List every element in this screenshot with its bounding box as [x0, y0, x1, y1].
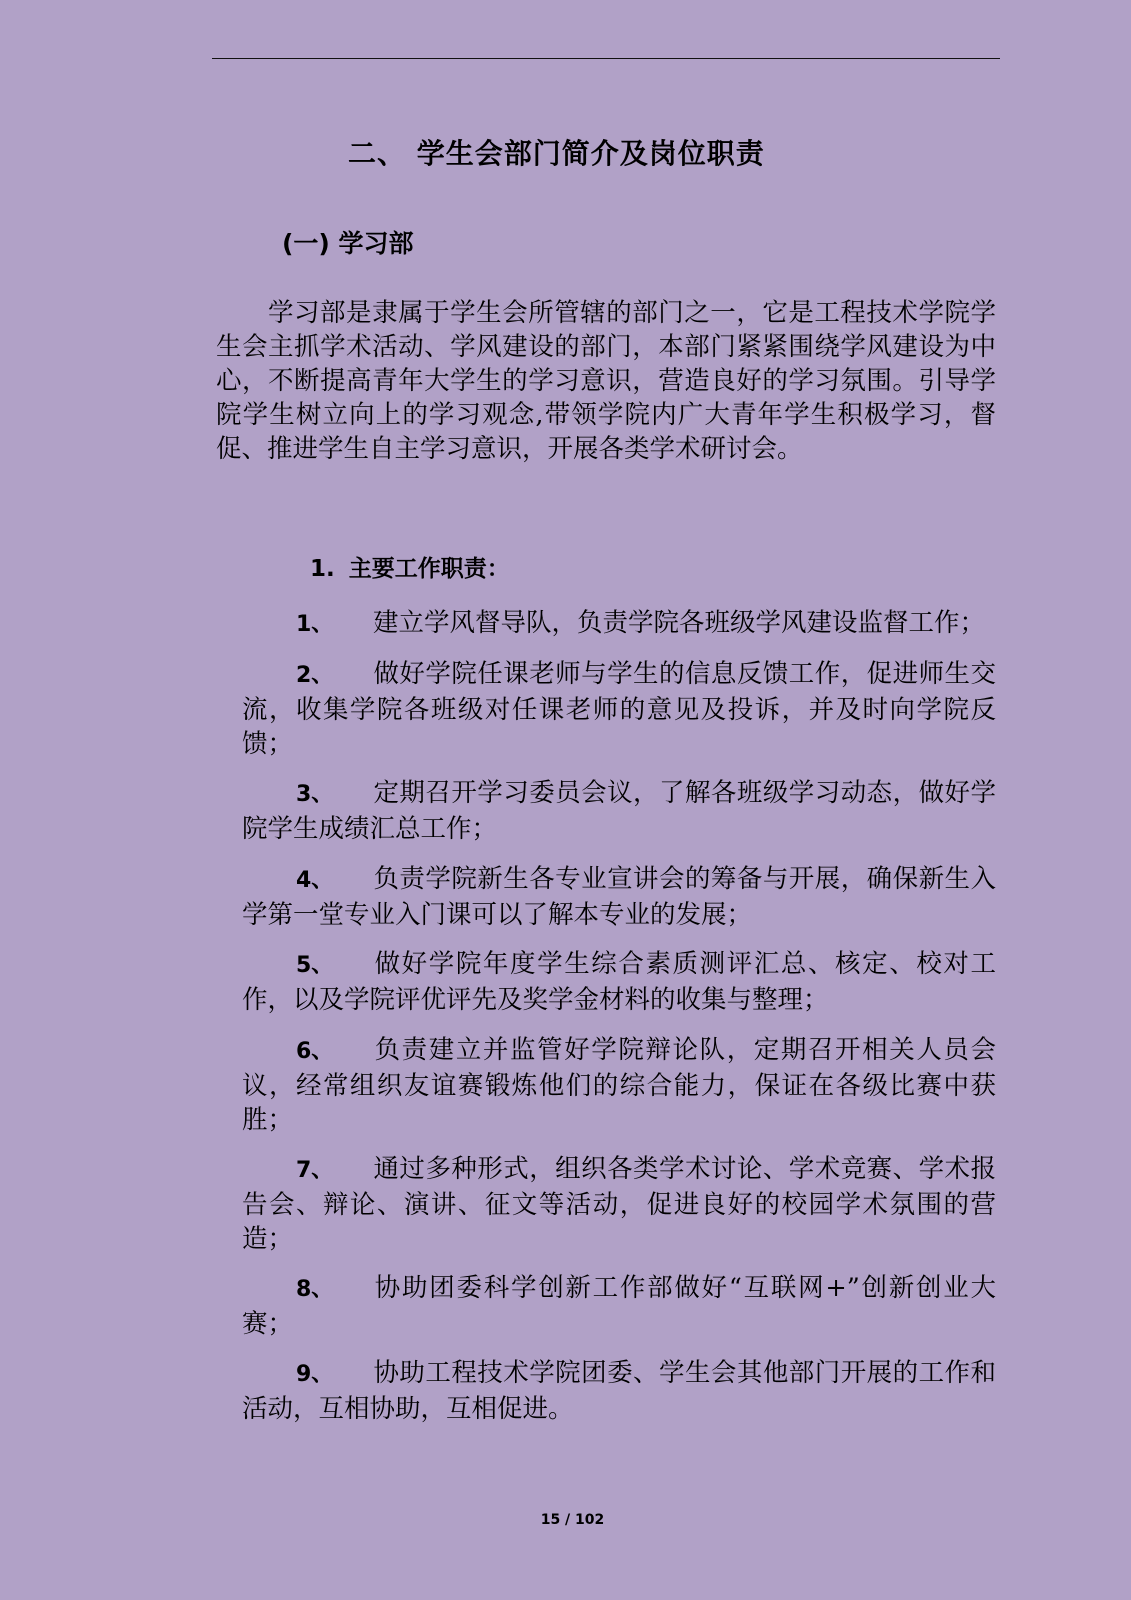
page-number-label: 15 / 102 — [540, 1512, 605, 1528]
duty-item-8 — [242, 1271, 996, 1341]
duty-item-4 — [242, 862, 996, 932]
duty-text: 负责学院新生各专业宣讲会的筹备与开展，确保新生入学第一堂专业入门课可以了解本专业的发展； — [242, 864, 996, 930]
duty-text: 协助团委科学创新工作部做好“互联网+”创新创业大赛； — [242, 1273, 996, 1339]
duty-number: 5、 — [296, 953, 334, 978]
responsibilities-heading — [310, 550, 510, 583]
duty-text: 负责建立并监管好学院辩论队，定期召开相关人员会议，经常组织友谊赛锻炼他们的综合能力，保证在各级比赛中获胜； — [242, 1035, 996, 1135]
duty-item-1 — [242, 606, 996, 642]
responsibilities-heading-number: 1. — [310, 556, 335, 582]
duty-number: 1、 — [296, 612, 334, 637]
department-intro: 学习部是隶属于学生会所管辖的部门之一，它是工程技术学院学生会主抓学术活动、学风建设的部门，本部门紧紧围绕学风建设为中心，不断提高青年大学生的学习意识，营造良好的学习氛围。引导学院学生树立向上的学习观念,带领学院内广大青年学生积极学习，督促、推进学生自主学习意识，开展各类学术研讨会。 — [216, 298, 996, 464]
duty-text: 协助工程技术学院团委、学生会其他部门开展的工作和活动，互相协助，互相促进。 — [242, 1358, 996, 1424]
section-title: 二、 学生会部门简介及岗位职责 — [348, 137, 765, 170]
duty-number: 4、 — [296, 868, 334, 893]
duty-text: 做好学院任课老师与学生的信息反馈工作，促进师生交流，收集学院各班级对任课老师的意见及投诉，并及时向学院反馈； — [242, 659, 996, 759]
duty-number: 8、 — [296, 1277, 334, 1302]
duty-text: 建立学风督导队，负责学院各班级学风建设监督工作； — [373, 608, 986, 638]
duty-item-5 — [242, 947, 996, 1017]
duty-number: 9、 — [296, 1362, 334, 1387]
duty-number: 3、 — [296, 782, 334, 807]
duty-number: 6、 — [296, 1039, 334, 1064]
duty-item-2 — [242, 657, 996, 761]
duty-item-3 — [242, 776, 996, 846]
duty-item-7 — [242, 1152, 996, 1256]
responsibilities-heading-text: 主要工作职责： — [348, 556, 510, 582]
duty-text: 通过多种形式，组织各类学术讨论、学术竞赛、学术报告会、辩论、演讲、征文等活动，促进良好的校园学术氛围的营造； — [242, 1154, 996, 1254]
duty-number: 2、 — [296, 663, 334, 688]
duty-item-6 — [242, 1033, 996, 1137]
page-number — [0, 1512, 1131, 1528]
duty-number: 7、 — [296, 1158, 334, 1183]
duty-text: 定期召开学习委员会议，了解各班级学习动态，做好学院学生成绩汇总工作； — [242, 778, 996, 844]
duty-item-9 — [242, 1356, 996, 1426]
duty-text: 做好学院年度学生综合素质测评汇总、核定、校对工作，以及学院评优评先及奖学金材料的收集与整理； — [242, 949, 996, 1015]
department-heading: (一) 学习部 — [282, 229, 414, 258]
header-rule — [212, 58, 1000, 59]
